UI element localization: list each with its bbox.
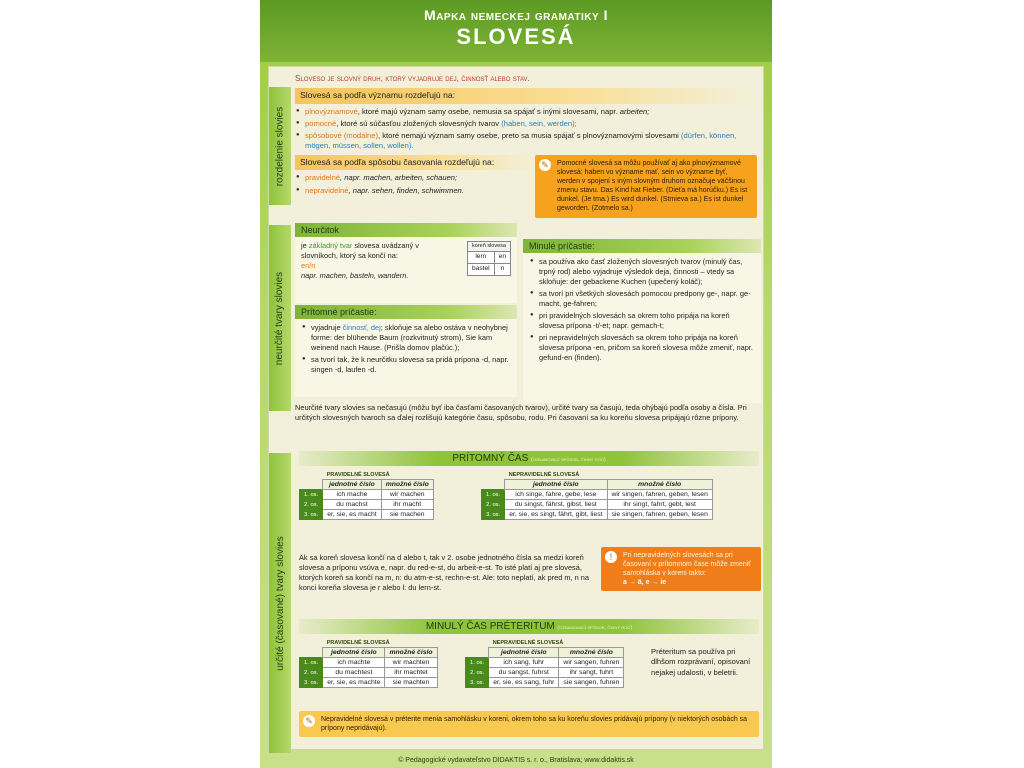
sheet-title: SLOVESÁ [456, 24, 576, 49]
preterite-usage: Préteritum sa používa pri dlhšom rozprávaní, opisovaní nejakej udalosti, v beletrii. [651, 647, 751, 677]
present-tense-title: PRÍTOMNÝ ČAS (oznamovací spôsob, činný rod) [299, 451, 759, 466]
past-participle-box: Minulé príčastie: ● sa používa ako časť zložených slovesných tvarov (minulý čas, trpný rod) alebo vyjadruje výsledok deja, činnosti – vtedy sa skloňuje: der gebackene Kuchen (upečený koláč); ● sa tvorí pri všetkých slovesách pomocou predpony ge-, napr. ge-macht, ge-fahren; ● pri pravidelných slovesách sa okrem toho pripája na koreň slovesa prípona -t/-et; napr. gemach-t; ● pri nepravidelných slovesách sa okrem toho pripája na koreň slovesa prípona -en, pričom sa koreň slovesa môže zmeniť, napr. gefund-en (finden). [523, 239, 761, 403]
infinitive-box: Neurčitok je základný tvar slovesa uvádzaný v slovníkoch, ktorý sa končí na: en/n napr. machen, basteln, wandern. koreň slovesa lern en bastel n [295, 223, 517, 303]
past-participle-heading: Minulé príčastie: [523, 239, 761, 253]
content-panel [268, 66, 764, 750]
list-item: ● spôsobové (modálne), ktoré nemajú význam samy osebe, preto sa musia spájať s plnovýznamovými slovesami (dürfen, können, mögen, müssen, sollen, wollen). [295, 131, 759, 152]
preterite-title: MINULÝ ČAS PRÉTERITUM (oznamovací spôsob, činný rod) [299, 619, 759, 634]
conjugation-heading: Slovesá sa podľa spôsobu časovania rozdeľujú na: [295, 155, 535, 171]
footer-copyright: © Pedagogické vydavateľstvo DIDAKTIS s. r. o., Bratislava; www.didaktis.sk [398, 757, 634, 764]
preterite-regular-table: PRAVIDELNÉ SLOVESÁ jednotné číslo množné číslo 1. os. ich machte wir machten 2. os. du machtest ihr machtet 3. os. er, sie, es machte sie machten [299, 639, 438, 688]
present-participle-heading: Prítomné príčastie: [295, 305, 517, 319]
verb-definition: Sloveso je slovný druh, ktorý vyjadruje dej, činnosť alebo stav. [295, 74, 530, 83]
pencil-icon: ✎ [539, 159, 551, 171]
nonfinite-summary: Neurčité tvary slovies sa nečasujú (môžu byť iba časťami časovaných tvarov), určité tvary sa časujú, teda ohýbajú podľa osoby a čísla. Pri určitých slovesných tvaroch sa ďalej rozlišujú kategórie času, spôsobu, rodu. Pri časovaní sa ku koreňu slovesa pripájajú rôzne prípony. [295, 403, 747, 422]
sheet-subtitle: Mapka nemeckej gramatiky I [424, 7, 608, 23]
infinitive-heading: Neurčitok [295, 223, 517, 237]
grammar-sheet [260, 0, 772, 768]
list-item: ● plnovýznamové, ktoré majú význam samy osebe, nemusia sa spájať s inými slovesami, napr. arbeiten; [295, 107, 759, 117]
auxiliary-note: ✎ Pomocné slovesá sa môžu používať aj ako plnovýznamové slovesá: haben vo význame mať, sein vo význame byť, werden v spojení s iným slovným druhom označuje väčšinou zmenu stavu. Das Kind hat Fieber. (Dieťa má horúčku.) Es ist dunkel. (Je tma.) Es wird dunkel. (Stmieva sa.) Es ist dunkel geworden. (Zotmelo sa.) [535, 155, 757, 218]
present-regular-table: PRAVIDELNÉ SLOVESÁ jednotné číslo množné číslo 1. os. ich mache wir machen 2. os. du machst ihr macht 3. os. er, sie, es macht sie machen [299, 471, 434, 520]
infinitive-table: koreň slovesa lern en bastel n [467, 241, 511, 276]
exclamation-icon: ! [605, 551, 617, 563]
pencil-icon: ✎ [303, 715, 315, 727]
present-participle-box: Prítomné príčastie: ● vyjadruje činnosť, dej; skloňuje sa alebo ostáva v neohybnej forme: der blühende Baum (rozkvitnutý strom), Sie kam weinend nach Hause. (Prišla domov plačúc.); ● sa tvorí tak, že k neurčitku slovesa sa pridá prípona -d, napr. singen -d, laufen -d. [295, 305, 517, 397]
meaning-heading: Slovesá sa podľa významu rozdeľujú na: [295, 88, 759, 104]
list-item: ● pomocné, ktoré sú súčasťou zložených slovesných tvarov (haben, sein, werden); [295, 119, 759, 129]
vowel-change: a → ä, e → ie [623, 579, 667, 587]
present-irregular-table: NEPRAVIDELNÉ SLOVESÁ jednotné číslo množné číslo 1. os. ich singe, fahre, gebe, lese wir singen, fahren, geben, lesen 2. os. du singst, fährst, gibst, liest ihr singt, fahrt, gebt, lest 3. os. er, sie, es singt, fährt, gibt, liest sie singen, fahren, geben, lesen [481, 471, 713, 520]
side-label-classification: rozdelenie slovies [269, 87, 291, 205]
infinitive-ending: en/n [301, 260, 316, 270]
side-label-finite: určité (časované) tvary slovies [269, 453, 291, 753]
vowel-change-note: ! Pri nepravidelných slovesách sa pri časovaní v prítomnom čase môže zmeniť samohláska v koreni takto: a → ä, e → ie [601, 547, 761, 591]
preterite-irregular-table: NEPRAVIDELNÉ SLOVESÁ jednotné číslo množné číslo 1. os. ich sang, fuhr wir sangen, fuhren 2. os. du sangst, fuhrst ihr sangt, fuhrt 3. os. er, sie, es sang, fuhr sie sangen, fuhren [465, 639, 624, 688]
list-item: ● pravidelné, napr. machen, arbeiten, schauen; [295, 173, 759, 183]
list-item: ● nepravidelné, napr. sehen, finden, schwimmen. [295, 186, 759, 196]
preterite-note: ✎ Nepravidelné slovesá v préterite menia samohlásku v koreni, okrem toho sa ku koreňu slovies pridávajú prípony (v niektorých osobách sa prípony nepridávajú). [299, 711, 759, 737]
side-label-nonfinite: neurčité tvary slovies [269, 225, 291, 411]
present-rule: Ak sa koreň slovesa končí na d alebo t, tak v 2. osobe jednotného čísla sa medzi koreň slovesa a príponu vsúva e, napr. du red-e-st, du arbeit-e-st. To isté platí aj pre slovesá, ktorých koreň sa končí na m, n: du atm-e-st, rechn-e-st. Ale: toto neplatí, ak pred m, n na konci koreňa slovesa je r alebo l: du lern-st. [299, 553, 590, 592]
sheet-header [260, 0, 772, 62]
